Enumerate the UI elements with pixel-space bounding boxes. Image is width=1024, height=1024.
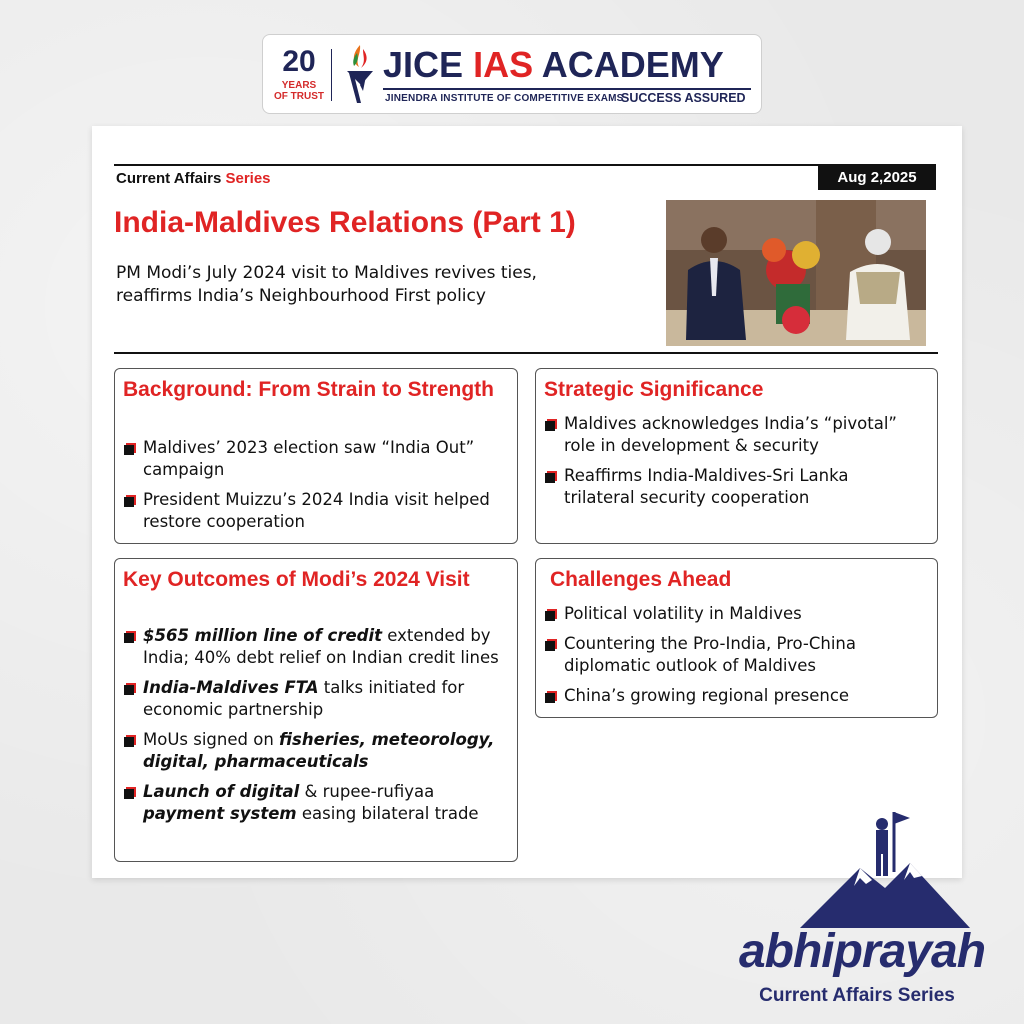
brand-tagline: SUCCESS ASSURED — [621, 91, 746, 105]
list-item: $565 million line of credit extended by India; 40% debt relief on Indian credit lines — [123, 625, 515, 669]
list-item: Maldives’ 2023 election saw “India Out” campaign — [123, 437, 503, 481]
strategic-panel — [535, 368, 938, 544]
series-label: Current Affairs Series — [116, 170, 271, 187]
strategic-panel-title: Strategic Significance — [544, 378, 764, 401]
list-item: Reaffirms India-Maldives-Sri Lanka trilateral security cooperation — [544, 465, 924, 509]
academy-logo — [262, 34, 762, 114]
list-item: Countering the Pro-India, Pro-China diplomatic outlook of Maldives — [544, 633, 924, 677]
leaders-meeting-photo — [666, 200, 926, 346]
years-text: YEARS OF TRUST — [274, 80, 324, 102]
list-item: Launch of digital & rupee-rufiyaa payment system easing bilateral trade — [123, 781, 515, 825]
list-item: President Muizzu’s 2024 India visit helped restore cooperation — [123, 489, 503, 533]
list-item: India-Maldives FTA talks initiated for economic partnership — [123, 677, 515, 721]
strategic-list — [544, 413, 924, 517]
section-divider — [114, 352, 938, 354]
brand-subtitle: JINENDRA INSTITUTE OF COMPETITIVE EXAMS — [385, 93, 624, 104]
background-panel — [114, 368, 518, 544]
outcomes-panel-title: Key Outcomes of Modi’s 2024 Visit — [123, 568, 470, 591]
list-item: Maldives acknowledges India’s “pivotal” role in development & security — [544, 413, 924, 457]
mascot-brand-word: abhiprayah — [738, 925, 986, 978]
brand-name: JICE IAS ACADEMY — [383, 44, 724, 85]
content-card — [92, 126, 962, 878]
torch-icon — [339, 41, 381, 107]
challenges-panel — [535, 558, 938, 718]
outcomes-panel — [114, 558, 518, 862]
page-subtitle: PM Modi’s July 2024 visit to Maldives revives ties, reaffirms India’s Neighbourhood First policy — [116, 263, 537, 306]
page-title: India-Maldives Relations (Part 1) — [114, 206, 576, 239]
outcomes-list — [123, 625, 515, 833]
background-list — [123, 437, 503, 541]
background-panel-title: Background: From Strain to Strength — [123, 378, 495, 401]
challenges-list — [544, 603, 924, 715]
date-badge: Aug 2,2025 — [818, 166, 936, 190]
list-item: Political volatility in Maldives — [544, 603, 924, 625]
series-bar — [114, 164, 936, 190]
list-item: China’s growing regional presence — [544, 685, 924, 707]
mascot-series-label: Current Affairs Series — [759, 985, 955, 1006]
list-item: MoUs signed on fisheries, meteorology, digital, pharmaceuticals — [123, 729, 515, 773]
challenges-panel-title: Challenges Ahead — [550, 568, 732, 591]
logo-divider — [331, 49, 332, 101]
years-number: 20 — [282, 45, 316, 78]
brand-underline — [383, 88, 751, 90]
